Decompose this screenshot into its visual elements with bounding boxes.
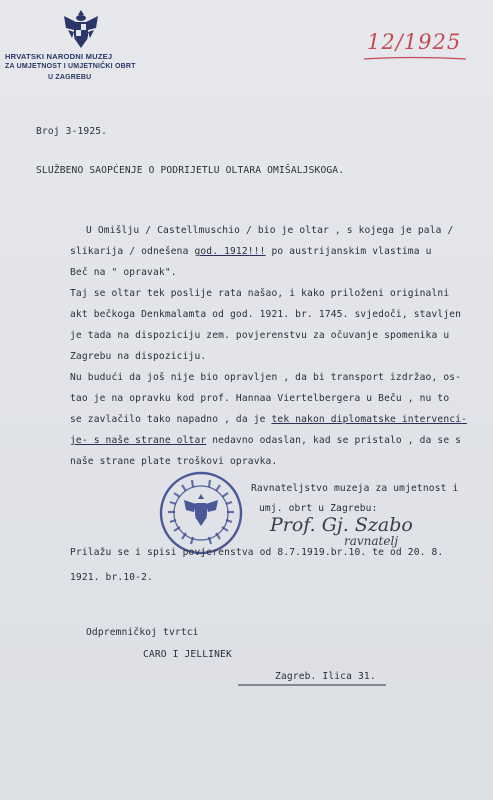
file-number-underline bbox=[362, 56, 470, 62]
file-number: 12/1925 bbox=[367, 30, 462, 54]
handwritten-signature: Prof. Gj. Szabo bbox=[270, 514, 413, 536]
body-line: je tada na dispoziciju zem. povjerenstvu za očuvanje spomenika u bbox=[70, 330, 450, 341]
signatory-line: Ravnateljstvo muzeja za umjetnost i bbox=[251, 483, 459, 494]
reference-number: Broj 3-1925. bbox=[36, 126, 108, 137]
handwritten-title: ravnatelj bbox=[344, 534, 399, 548]
body-line: U Omišlju / Castellmuschio / bio je oltar , s kojega je pala / bbox=[86, 225, 454, 236]
body-line: Nu budući da još nije bio opravljen , da bi transport izdržao, os- bbox=[70, 372, 462, 383]
body-line: je- s naše strane oltar nedavno odaslan, kad se pristalo , da se s bbox=[70, 435, 462, 446]
address-underline bbox=[238, 683, 388, 687]
enclosure-line: 1921. br.10-2. bbox=[70, 572, 153, 583]
body-line: Taj se oltar tek poslije rata našao, i kako priloženi originalni bbox=[70, 288, 450, 299]
museum-seal bbox=[158, 470, 244, 556]
body-line: Zagrebu na dispoziciju. bbox=[70, 351, 207, 362]
signatory-line: umj. obrt u Zagrebu: bbox=[259, 503, 378, 514]
body-line: akt bečkoga Denkmalamta od god. 1921. br. 1745. svjedoči, stavljen bbox=[70, 309, 462, 320]
body-line: naše strane plate troškovi opravka. bbox=[70, 456, 278, 467]
body-line: tao je na opravku kod prof. Hannaa Viertelbergera u Beču , nu to bbox=[70, 393, 450, 404]
museum-name: HRVATSKI NARODNI MUZEJ bbox=[5, 52, 113, 61]
body-line: Beč na " opravak". bbox=[70, 267, 177, 278]
addressee-company: CARO I JELLINEK bbox=[143, 649, 232, 660]
document-title: SLUŽBENO SAOPĆENJE O PODRIJETLU OLTARA OMIŠALJSKOGA. bbox=[36, 165, 345, 176]
body-line: se zavlačilo tako napadno , da je tek nakon diplomatske intervenci- bbox=[70, 414, 468, 425]
body-line: slikarija / odnešena god. 1912!!! po austrijanskim vlastima u bbox=[70, 246, 432, 257]
enclosure-line: Prilažu se i spisi povjerenstva od 8.7.1919.br.10. te od 20. 8. bbox=[70, 547, 444, 558]
addressee-address: Zagreb. Ilica 31. bbox=[275, 671, 376, 682]
museum-subtitle: ZA UMJETNOST I UMJETNIČKI OBRT bbox=[5, 63, 136, 70]
addressee-line: Odpremničkoj tvrtci bbox=[86, 627, 199, 638]
museum-city: U ZAGREBU bbox=[48, 74, 92, 81]
coat-of-arms-icon bbox=[60, 6, 102, 52]
